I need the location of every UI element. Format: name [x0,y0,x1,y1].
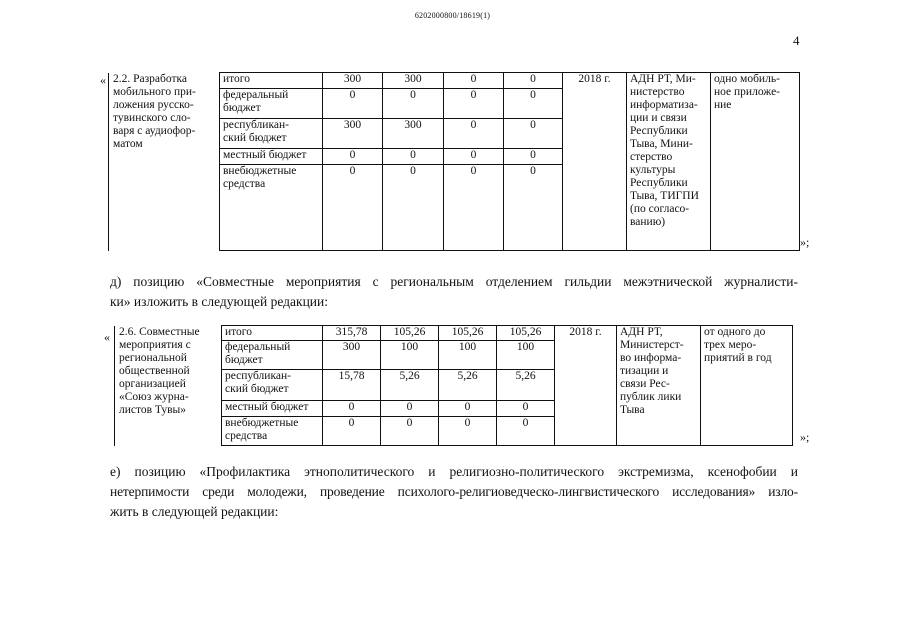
executor-line: ванию) [630,216,666,228]
measure-name-line: региональной [119,351,187,364]
amount-cell: 300 [383,119,444,149]
amount-cell: 300 [383,73,444,89]
funding-source-line: средства [225,430,268,442]
year-cell: 2018 г. [555,326,617,446]
paragraph-e-line-3: жить в следующей редакции: [110,504,279,519]
measure-name-line: мероприятия с [119,338,191,351]
amount-cell: 0 [383,149,444,165]
executor-line: (по согласо- [630,203,690,215]
amount-cell: 0 [323,417,381,446]
executor-line: публик лики [620,391,682,403]
paragraph-d [110,272,798,312]
executor-line: Тыва [620,404,645,416]
executor-line: стерство [630,151,673,163]
funding-source-cell [220,73,323,89]
funding-source-cell [222,326,323,341]
amount-cell: 0 [497,401,555,417]
measure-name-cell [109,73,220,251]
funding-source-line: ский бюджет [223,132,287,144]
amount-cell: 0 [444,73,504,89]
amount-cell: 0 [497,417,555,446]
page-number: 4 [793,33,800,48]
funding-source-cell [222,341,323,370]
expected-result-line: ное приложе- [714,86,781,98]
measure-name-cell [115,326,222,446]
funding-source-cell [220,89,323,119]
measure-name-line: ложения русско- [113,98,194,111]
amount-cell: 0 [323,89,383,119]
funding-source-cell [222,401,323,417]
executor-line: АДН РТ, [620,326,663,338]
executor-cell [617,326,701,446]
measure-name-line: тувинского сло- [113,111,191,124]
amount-cell: 0 [383,89,444,119]
close-quote-2: »; [800,430,810,444]
paragraph-e-line-1: е) позицию «Профилактика этнополитического и религиозно-политического экстремизма, ксенофобии и [110,464,798,479]
amount-cell: 0 [439,417,497,446]
amount-cell: 300 [323,119,383,149]
amount-cell: 0 [444,89,504,119]
paragraph-d-line-1: д) позицию «Совместные мероприятия с региональным отделением гильдии межэтнической журналисти- [110,274,798,289]
executor-line: АДН РТ, Ми- [630,73,696,85]
executor-line: Тыва, ТИГПИ [630,190,699,202]
executor-line: информатиза- [630,99,698,111]
executor-line: культуры [630,164,676,176]
funding-source-cell [220,119,323,149]
expected-result-line: трех меро- [704,339,757,351]
expected-result-cell [701,326,793,446]
expected-result-cell [711,73,800,251]
funding-source-line: ский бюджет [225,383,289,395]
expected-result-line: приятий в год [704,352,772,364]
funding-source-line: внебюджетные [223,165,297,177]
amount-cell: 0 [323,401,381,417]
amount-cell: 105,26 [381,326,439,341]
measure-name-line: общественной [119,364,190,377]
amount-cell: 315,78 [323,326,381,341]
measure-name-line: организацией [119,377,186,390]
amount-cell: 300 [323,73,383,89]
measure-name-line: мобильного при- [113,85,196,98]
open-quote: « [100,73,106,87]
amount-cell: 100 [439,341,497,370]
document-id: 6202000800/18619(1) [414,11,491,20]
measure-name-line: листов Тувы» [119,403,187,416]
measure-name-line: «Союз журна- [119,390,189,403]
funding-source-cell [220,165,323,251]
paragraph-d-line-2: ки» изложить в следующей редакции: [110,294,328,309]
funding-source-line: федеральный [225,341,291,353]
year-cell: 2018 г. [563,73,627,251]
expected-result-line: ние [714,99,732,111]
funding-source-cell [222,417,323,446]
executor-line: ции и связи [630,112,687,124]
executor-line: связи Рес- [620,378,670,390]
amount-cell: 0 [504,119,563,149]
amount-cell: 100 [497,341,555,370]
funding-source-line: республикан- [225,370,291,382]
amount-cell: 0 [504,89,563,119]
funding-source-line: средства [223,178,266,190]
amount-cell: 0 [444,165,504,251]
amount-cell: 105,26 [497,326,555,341]
expected-result-line: одно мобиль- [714,73,780,85]
executor-line: нистерство [630,86,685,98]
amount-cell: 0 [381,401,439,417]
amount-cell: 0 [504,73,563,89]
amount-cell: 0 [504,165,563,251]
measure-name-line: матом [113,137,143,150]
funding-source-cell [222,370,323,401]
funding-source-line: республикан- [223,119,289,131]
funding-source-line: бюджет [223,102,261,114]
amount-cell: 0 [323,165,383,251]
amount-cell: 0 [439,401,497,417]
measure-name-line: варя с аудиофор- [113,124,196,137]
executor-line: тизации и [620,365,669,377]
executor-cell [627,73,711,251]
funding-source-line: местный бюджет [225,401,309,413]
amount-cell: 0 [444,119,504,149]
table-row [109,73,800,89]
amount-cell: 0 [381,417,439,446]
executor-line: Министерст- [620,339,684,351]
funding-source-line: бюджет [225,354,263,366]
funding-source-line: итого [223,73,250,85]
paragraph-e [110,462,798,522]
amount-cell: 5,26 [381,370,439,401]
amount-cell: 100 [381,341,439,370]
funding-source-line: местный бюджет [223,149,307,161]
funding-source-line: федеральный [223,89,289,101]
program-table-2-2 [108,72,800,251]
paragraph-e-line-2: нетерпимости среди молодежи, проведение психолого-религиоведческо-лингвистического исследования» изло- [110,484,798,499]
measure-name-line: 2.2. Разработка [113,72,188,85]
amount-cell: 0 [383,165,444,251]
funding-source-line: итого [225,326,252,338]
amount-cell: 0 [504,149,563,165]
open-quote-2: « [104,330,110,344]
expected-result-line: от одного до [704,326,766,338]
amount-cell: 5,26 [439,370,497,401]
amount-cell: 0 [323,149,383,165]
executor-line: во информа- [620,352,682,364]
amount-cell: 5,26 [497,370,555,401]
close-quote: »; [800,235,810,249]
amount-cell: 300 [323,341,381,370]
funding-source-cell [220,149,323,165]
amount-cell: 0 [444,149,504,165]
table-row [115,326,793,341]
measure-name-line: 2.6. Совместные [119,325,200,338]
executor-line: Республики [630,177,688,189]
executor-line: Тыва, Мини- [630,138,693,150]
amount-cell: 15,78 [323,370,381,401]
amount-cell: 105,26 [439,326,497,341]
funding-source-line: внебюджетные [225,417,299,429]
program-table-2-6 [114,325,793,446]
executor-line: Республики [630,125,688,137]
